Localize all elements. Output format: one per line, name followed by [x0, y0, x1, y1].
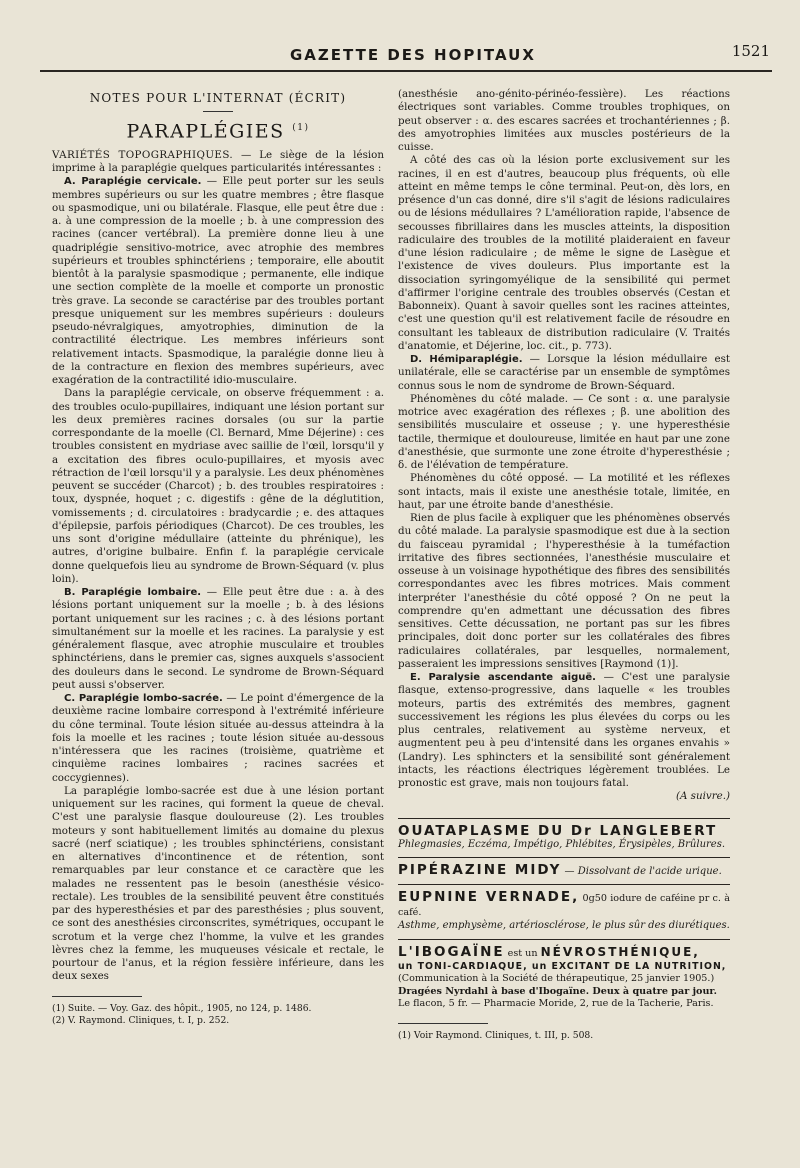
advertisements — [398, 818, 730, 1042]
journal-title: GAZETTE DES HOPITAUX — [290, 46, 536, 64]
ad-title: OUATAPLASME DU Dr LANGLEBERT — [398, 822, 718, 839]
left-column — [52, 88, 384, 1027]
section-title: NOTES POUR L'INTERNAT (ÉCRIT) — [89, 91, 347, 105]
ad-eupnine — [398, 891, 730, 932]
header-rule — [40, 70, 772, 72]
subheading: D. Hémiparaplégie. — [410, 354, 523, 365]
ad-piperazine — [398, 864, 730, 878]
ad-title: L'IBOGAÏNE — [398, 943, 505, 960]
subheading: C. Paraplégie lombo-sacrée. — [64, 693, 223, 705]
page-header — [40, 40, 780, 70]
paragraph-text: — Le siège de la lésion imprime à la paraplégie quelques particularités intéressantes : — [52, 148, 384, 175]
paragraph: Phénomènes du côté opposé. — La motilité et les réflexes sont intacts, mais il existe une anesthésie totale, limitée, en haut, par une étroite bande d'anesthésie. — [398, 472, 730, 511]
footnote: (1) Voir Raymond. Cliniques, t. III, p. 508. — [398, 1029, 594, 1041]
article-title — [52, 120, 384, 143]
subheading: B. Paraplégie lombaire. — [64, 587, 202, 599]
paragraph: (anesthésie ano-génito-périnéo-fessière). Les réactions électriques sont variables. Comme troubles trophiques, on peut observer : α. des escares sacrées et trochantériennes ; β. des amyotrophies limitées aux muscles postérieurs de la cuisse. — [398, 88, 730, 153]
ad-rule — [398, 857, 730, 858]
ad-text: est un — [504, 947, 541, 959]
article-title-text: PARAPLÉGIES — [126, 120, 285, 143]
paragraph — [52, 586, 384, 692]
ad-subtitle: Asthme, emphysème, artériosclérose, le plus sûr des diurétiques. — [398, 920, 730, 932]
ad-subtitle: Phlegmasies, Eczéma, Impétigo, Phlébites, Érysipèles, Brûlures. — [398, 838, 726, 850]
footnote: (2) V. Raymond. Cliniques, t. I, p. 252. — [52, 1014, 230, 1026]
ad-text: 0g50 iodure de caféine pr c. à café. — [398, 893, 730, 918]
ad-title: NÉVROSTHÉNIQUE, — [540, 944, 700, 959]
subheading: VARIÉTÉS TOPOGRAPHIQUES. — [52, 148, 234, 161]
paragraph — [398, 671, 730, 790]
paragraph: Phénomènes du côté malade. — Ce sont : α. une paralysie motrice avec exagération des réflexes ; β. une abolition des sensibilités musculaire et osseuse ; γ. une hyperesthésie tactile, thermique et douloureuse, limitée en haut par une zone d'anesthésie, que surmonte une zone étroite d'hyperesthésie ; δ. de l'élévation de température. — [398, 392, 730, 471]
paragraph-text: — Le point d'émergence de la deuxième racine lombaire correspond à l'extrémité inférieure du cône terminal. Toute lésion située au-dessus atteindra à la fois la moelle et les racines ; toute lésion située au-dessous n'intéressera que les racines (troisième, quatrième et cinquième racines lombaires ; racines sacrées et coccygiennes). — [52, 692, 384, 784]
ad-rule — [398, 818, 730, 819]
footnote-rule — [52, 996, 142, 997]
paragraph-text: — Lorsque la lésion médullaire est unilatérale, elle se caractérise par un ensemble de symptômes connus sous le nom de syndrome de Brown-Séquard. — [398, 353, 731, 392]
paragraph — [52, 175, 384, 387]
subheading: A. Paraplégie cervicale. — [64, 176, 202, 188]
ad-title: PIPÉRAZINE MIDY — [398, 862, 562, 878]
ad-text: Dragées Nyrdahl à base d'Ibogaïne. Deux à quatre par jour. — [398, 985, 717, 997]
paragraph-text: — C'est une paralysie flasque, extenso-progressive, dans laquelle « les troubles moteurs, partis des extrémités des membres, gagnent successivement les régions les plus élevées du corps ou les plus centrales, relativement au système nerveux, et augmentent peu à peu d'intensité dans les organes envahis » (Landry). Les sphincters et la sensibilité sont généralement intacts, les réactions électriques légèrement troublées. Le pronostic est grave, mais non toujours fatal. — [398, 671, 730, 789]
page-number: 1521 — [731, 42, 770, 60]
paragraph — [52, 692, 384, 785]
paragraph: Rien de plus facile à expliquer que les phénomènes observés du côté malade. La paralysie spasmodique est due à la section du faisceau pyramidal ; l'hyperesthésie à la tuméfaction irritative des fibres sectionnées, l'anesthésie musculaire et osseuse à un voisinage hypothétique des fibres des sensibilités correspondantes avec les fibres motrices. Mais comment interpréter l'anesthésie du côté opposé ? On ne peut la comprendre qu'en admettant une décussation des fibres sensitives. Cette décussation, ne portant pas sur les fibres principales, doit donc porter sur les collatérales des fibres radiculaires collatérales, par lesquelles, normalement, passeraient les impressions sensitives [Raymond (1)]. — [398, 512, 730, 670]
ad-rule — [398, 884, 730, 885]
paragraph — [52, 149, 384, 176]
ad-ouataplasme — [398, 822, 730, 852]
paragraph: La paraplégie lombo-sacrée est due à une lésion portant uniquement sur les racines, qui forment la queue de cheval. C'est une paralysie flasque douloureuse (2). Les troubles moteurs y sont habituellement limités au domaine du plexus sacré (nerf sciatique) ; les troubles sphinctériens, consistant en alternatives d'incontinence et de rétention, sont remarquables par leur constance et ce caractère que les malades ne ressentent pas le besoin (anesthésie vésico-rectale). Les troubles de la sensibilité peuvent être constitués par des hyperesthésies et par des paresthésies ; plus souvent, ce sont des anesthésies circonscrites, symétriques, occupant le scrotum et la verge chez l'homme, la vulve et les grandes lèvres chez la femme, les muqueuses vésicale et rectale, le pourtour de l'anus, et la région fessière inférieure, dans les deux sexes — [52, 784, 384, 983]
article-title-note: (1) — [292, 123, 310, 134]
paragraph: A côté des cas où la lésion porte exclusivement sur les racines, il en est d'autres, beaucoup plus fréquents, où elle atteint en même temps le cône terminal. Peut-on, dès lors, en présence d'un cas donné, dire s'il s'agit de lésions radiculaires ou de lésions médullaires ? L'amélioration rapide, l'absence de secousses fibrillaires dans les muscles atteints, la disposition radiculaire des troubles de la motilité plaideraient en faveur d'une lésion radiculaire ; de même le signe de Lasègue et l'existence de vives douleurs. Plus importante est la dissociation syringomyélique de la sensibilité qui permet d'affirmer l'origine centrale des troubles observés (Cestan et Babonneix). Quant à savoir quelles sont les racines atteintes, c'est une question qu'il est relativement facile de résoudre en consultant les tableaux de distribution radiculaire (V. Traités d'anatomie, et Déjerine, loc. cit., p. 773). — [398, 154, 730, 352]
footnote: (1) Suite. — Voy. Gaz. des hôpit., 1905, no 124, p. 1486. — [52, 1002, 312, 1014]
right-column — [398, 88, 730, 1042]
ad-text: Le flacon, 5 fr. — Pharmacie Moride, 2, rue de la Tacherie, Paris. — [398, 998, 714, 1010]
paragraph-text: — Elle peut être due : a. à des lésions portant uniquement sur la moelle ; b. à des lésions portant uniquement sur les racines ; c. à des lésions portant simultanément sur la moelle et les racines. La paralysie y est généralement flasque, avec atrophie musculaire et troubles sphinctériens, dans le premier cas, signes auxquels s'associent des douleurs dans le second. Le syndrome de Brown-Séquard peut aussi s'observer. — [52, 586, 384, 691]
paragraph: Dans la paraplégie cervicale, on observe fréquemment : a. des troubles oculo-pupillaires, indiquant une lésion portant sur les deux premières racines dorsales (ou sur la partie correspondante de la moelle (Cl. Bernard, Mme Déjerine) : ces troubles consistent en mydriase avec saillie de l'œil, lorsqu'il y a excitation des fibres oculo-pupillaires, et myosis avec rétraction de l'œil lorsqu'il y a paralysie. Les deux phénomènes peuvent se succéder (Charcot) ; b. des troubles respiratoires : toux, dyspnée, hoquet ; c. digestifs : gêne de la déglutition, vomissements ; d. circulatoires : bradycardie ; e. des attaques d'épilepsie, parfois périodiques (Charcot). De ces troubles, les uns sont d'origine médullaire (atteinte du phrénique), les autres, d'origine bulbaire. Enfin f. la paraplégie cervicale donne quelquefois lieu au syndrome de Brown-Séquard (v. plus loin). — [52, 387, 384, 585]
footnote-rule — [398, 1023, 488, 1024]
paragraph — [398, 353, 730, 393]
section-rule — [203, 111, 233, 112]
ad-title: EUPNINE VERNADE, — [398, 889, 580, 906]
ad-text: un TONI-CARDIAQUE, un EXCITANT DE LA NUTRITION, — [398, 961, 727, 972]
subheading: E. Paralysie ascendante aiguë. — [410, 672, 596, 683]
ad-text: (Communication à la Société de thérapeutique, 25 janvier 1905.) — [398, 973, 715, 985]
ad-ibogaine — [398, 943, 730, 1011]
paragraph-text: — Elle peut porter sur les seuls membres supérieurs ou sur les quatre membres ; être flasque ou spasmodique, uni ou bilatérale. Flasque, elle peut être due : a. à une compression de la moelle ; b. à une compression des racines (cancer vertébral). La première donne lieu à une quadriplégie sensitivo-motrice, avec atrophie des membres supérieurs et troubles sphinctériens ; temporaire, elle aboutit bientôt à la paralysie spasmodique ; permanente, elle indique une section complète de la moelle et comporte un pronostic très grave. La seconde se caractérise par des troubles portant presque uniquement sur les membres supérieurs : douleurs pseudo-névralgiques, amyotrophies, diminution de la contractilité électrique. Les membres inférieurs sont relativement intacts. Spasmodique, la paralégie donne lieu à de la contracture en flexion des membres supérieurs, avec exagération de la contractilité idio-musculaire. — [52, 175, 384, 387]
to-be-continued: (A suivre.) — [675, 790, 730, 803]
ad-rule — [398, 939, 730, 940]
ad-subtitle: — Dissolvant de l'acide urique. — [561, 866, 722, 877]
